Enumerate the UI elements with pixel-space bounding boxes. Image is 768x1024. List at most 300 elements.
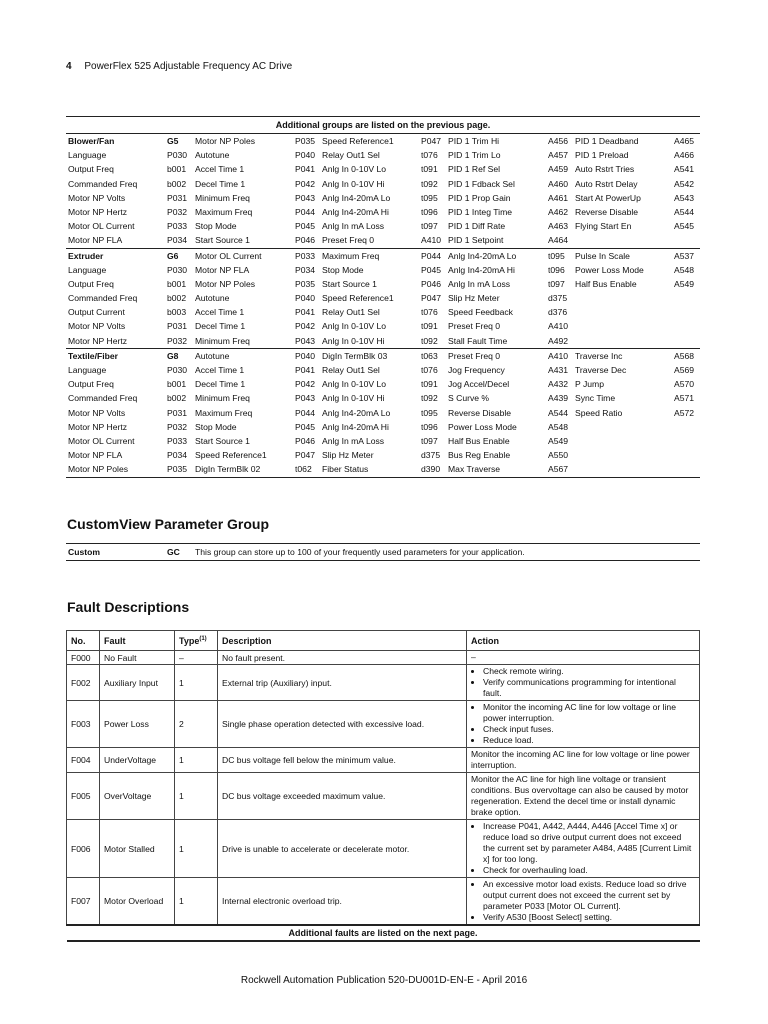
param-code: A544 — [674, 206, 695, 217]
customview-group: GC — [167, 547, 180, 557]
param-name: Maximum Freq — [195, 407, 253, 418]
param-name: Stop Mode — [322, 264, 364, 275]
param-row — [66, 420, 700, 434]
param-code: t097 — [548, 278, 565, 289]
param-name: Speed Reference1 — [322, 136, 394, 146]
param-name: Motor OL Current — [195, 250, 262, 261]
param-code: P035 — [167, 464, 188, 475]
param-name: PID 1 Diff Rate — [448, 221, 506, 232]
param-code: b002 — [167, 293, 187, 304]
param-name: PID 1 Deadband — [575, 136, 639, 146]
param-code: P034 — [295, 264, 316, 275]
param-code: P031 — [167, 321, 188, 332]
param-row — [66, 263, 700, 277]
page-number: 4 — [66, 61, 72, 72]
param-row — [66, 363, 700, 377]
param-row — [66, 233, 700, 247]
fault-number: F002 — [67, 665, 100, 701]
param-name: Jog Frequency — [448, 365, 505, 375]
param-code: t076 — [421, 150, 438, 161]
param-row — [66, 448, 700, 462]
fault-descriptions-heading: Fault Descriptions — [67, 599, 190, 615]
param-code: A460 — [548, 178, 569, 189]
param-name: Decel Time 1 — [195, 178, 246, 189]
param-code: P047 — [421, 293, 442, 304]
fault-type: 1 — [175, 820, 218, 878]
action-item: • Check input fuses. — [483, 724, 695, 735]
param-name: Minimum Freq — [195, 393, 250, 404]
param-row — [66, 249, 700, 263]
param-code: t095 — [421, 407, 438, 418]
param-row — [66, 334, 700, 348]
param-code: d390 — [421, 464, 441, 475]
param-code: A549 — [674, 278, 695, 289]
param-code: P043 — [295, 192, 316, 203]
param-name: Motor NP FLA — [68, 450, 123, 461]
param-code: t092 — [421, 393, 438, 404]
param-name: Half Bus Enable — [448, 435, 510, 446]
param-name: Decel Time 1 — [195, 321, 246, 332]
fault-description: Drive is unable to accelerate or decelerate motor. — [218, 820, 467, 878]
param-name: S Curve % — [448, 393, 490, 404]
fault-name: No Fault — [100, 651, 175, 665]
fault-action — [467, 665, 700, 701]
param-name: Bus Reg Enable — [448, 450, 511, 461]
param-row — [66, 219, 700, 233]
param-code: A568 — [674, 350, 695, 361]
param-code: t092 — [421, 335, 438, 346]
param-code: P035 — [295, 136, 316, 146]
param-name: Output Current — [68, 307, 125, 318]
fault-type: 1 — [175, 665, 218, 701]
col-no: No. — [67, 631, 100, 651]
fault-description: DC bus voltage fell below the minimum value. — [218, 748, 467, 773]
fault-type: – — [175, 651, 218, 665]
param-name: Anlg In 0-10V Hi — [322, 393, 385, 404]
param-name: Relay Out1 Sel — [322, 307, 380, 318]
param-name: Relay Out1 Sel — [322, 365, 380, 375]
param-row — [66, 305, 700, 319]
param-name: PID 1 Trim Hi — [448, 136, 500, 146]
param-name: Anlg In4-20mA Hi — [322, 206, 389, 217]
param-code: P044 — [421, 250, 442, 261]
param-code: P030 — [167, 365, 188, 375]
param-code: P046 — [295, 235, 316, 246]
param-name: PID 1 Setpoint — [448, 235, 504, 246]
param-code: P043 — [295, 393, 316, 404]
param-name: DigIn TermBlk 03 — [322, 350, 388, 361]
param-name: Autotune — [195, 293, 230, 304]
param-name: PID 1 Ref Sel — [448, 164, 501, 175]
fault-type: 1 — [175, 773, 218, 820]
param-code: P032 — [167, 421, 188, 432]
fault-row — [67, 773, 700, 820]
param-name: P Jump — [575, 379, 604, 390]
fault-row — [67, 748, 700, 773]
param-code: P042 — [295, 178, 316, 189]
groups-container — [66, 134, 700, 478]
param-row — [66, 377, 700, 391]
param-code: t076 — [421, 307, 438, 318]
param-name: Commanded Freq — [68, 293, 138, 304]
param-code: A465 — [674, 136, 695, 146]
param-name: Sync Time — [575, 393, 616, 404]
param-row — [66, 134, 700, 148]
param-row — [66, 177, 700, 191]
param-code: A567 — [548, 464, 569, 475]
param-name: Auto Rstrt Delay — [575, 178, 638, 189]
param-name: Speed Reference1 — [195, 450, 267, 461]
col-fault: Fault — [100, 631, 175, 651]
action-item: • Verify communications programming for intentional fault. — [483, 677, 695, 699]
param-code: A543 — [674, 192, 695, 203]
fault-name: Motor Stalled — [100, 820, 175, 878]
customview-row — [66, 543, 700, 561]
param-name: Motor NP Hertz — [68, 421, 128, 432]
param-code: A549 — [548, 435, 569, 446]
param-name: Anlg In 0-10V Lo — [322, 321, 387, 332]
param-row — [66, 349, 700, 363]
param-code: b001 — [167, 379, 187, 390]
param-name: Motor NP Poles — [195, 278, 256, 289]
param-name: Fiber Status — [322, 464, 369, 475]
param-code: A432 — [548, 379, 569, 390]
param-group — [66, 349, 700, 478]
fault-action: Monitor the AC line for high line voltage or transient conditions. Bus overvoltage can also be caused by motor regeneration. Extend the decel time or install dynamic brake option. — [467, 773, 700, 820]
param-code: b001 — [167, 164, 187, 175]
customview-name: Custom — [68, 547, 100, 557]
param-name: Anlg In 0-10V Lo — [322, 379, 387, 390]
param-name: Preset Freq 0 — [448, 350, 501, 361]
param-code: b001 — [167, 278, 187, 289]
param-code: P044 — [295, 206, 316, 217]
param-code: A548 — [674, 264, 695, 275]
param-code: A410 — [548, 350, 569, 361]
param-code: A537 — [674, 250, 695, 261]
param-code: b002 — [167, 178, 187, 189]
param-code: t095 — [421, 192, 438, 203]
fault-number: F003 — [67, 701, 100, 748]
param-code: G5 — [167, 136, 179, 146]
param-name: PID 1 Trim Lo — [448, 150, 501, 161]
fault-type: 2 — [175, 701, 218, 748]
param-group — [66, 134, 700, 249]
param-name: Reverse Disable — [575, 206, 639, 217]
fault-row — [67, 665, 700, 701]
param-name: Start At PowerUp — [575, 192, 641, 203]
param-name: Anlg In 0-10V Hi — [322, 335, 385, 346]
param-name: Power Loss Mode — [575, 264, 644, 275]
param-name: Start Source 1 — [322, 278, 377, 289]
param-name: Accel Time 1 — [195, 307, 245, 318]
fault-number: F004 — [67, 748, 100, 773]
param-code: P041 — [295, 307, 316, 318]
param-name: Auto Rstrt Tries — [575, 164, 635, 175]
fault-description: Internal electronic overload trip. — [218, 878, 467, 926]
param-code: b002 — [167, 393, 187, 404]
param-code: G8 — [167, 350, 179, 361]
fault-description: External trip (Auxiliary) input. — [218, 665, 467, 701]
param-name: Anlg In mA Loss — [322, 435, 385, 446]
param-name: PID 1 Integ Time — [448, 206, 513, 217]
param-code: A466 — [674, 150, 695, 161]
param-name: Motor NP Hertz — [68, 335, 128, 346]
param-code: t063 — [421, 350, 438, 361]
fault-action — [467, 820, 700, 878]
param-code: t096 — [421, 206, 438, 217]
param-code: P047 — [295, 450, 316, 461]
param-name: Minimum Freq — [195, 192, 250, 203]
param-name: Output Freq — [68, 379, 114, 390]
action-item: • An excessive motor load exists. Reduce load so drive output current does not exceed the current set by parameter P033 [Motor OL Current]. — [483, 879, 695, 912]
param-code: P033 — [167, 221, 188, 232]
param-name: Start Source 1 — [195, 235, 250, 246]
param-name: Preset Freq 0 — [322, 235, 375, 246]
action-list — [471, 666, 695, 699]
param-name: Flying Start En — [575, 221, 632, 232]
fault-name: OverVoltage — [100, 773, 175, 820]
param-code: t097 — [421, 221, 438, 232]
fault-number: F005 — [67, 773, 100, 820]
param-name: Motor NP FLA — [195, 264, 250, 275]
param-code: t062 — [295, 464, 312, 475]
action-item: • Verify A530 [Boost Select] setting. — [483, 912, 695, 923]
fault-row — [67, 878, 700, 926]
param-name: Stop Mode — [195, 221, 237, 232]
param-code: t096 — [548, 264, 565, 275]
faults-note: Additional faults are listed on the next page. — [67, 925, 700, 941]
param-code: P030 — [167, 264, 188, 275]
param-code: P031 — [167, 407, 188, 418]
param-name: Maximum Freq — [322, 250, 380, 261]
param-name: Motor NP Volts — [68, 321, 126, 332]
param-code: P031 — [167, 192, 188, 203]
param-name: Anlg In4-20mA Lo — [322, 407, 391, 418]
param-code: A548 — [548, 421, 569, 432]
fault-table — [66, 630, 700, 942]
param-name: DigIn TermBlk 02 — [195, 464, 261, 475]
param-code: P034 — [167, 450, 188, 461]
param-code: t095 — [548, 250, 565, 261]
param-name: Anlg In4-20mA Hi — [448, 264, 515, 275]
param-code: A541 — [674, 164, 695, 175]
fault-type: 1 — [175, 748, 218, 773]
fault-name: Auxiliary Input — [100, 665, 175, 701]
col-type-label: Type — [179, 635, 200, 646]
param-code: P045 — [295, 221, 316, 232]
param-code: A410 — [548, 321, 569, 332]
param-code: P035 — [295, 278, 316, 289]
param-name: Slip Hz Meter — [448, 293, 500, 304]
param-name: Anlg In4-20mA Lo — [322, 192, 391, 203]
param-code: A462 — [548, 206, 569, 217]
param-code: P047 — [421, 136, 442, 146]
param-code: A550 — [548, 450, 569, 461]
param-code: A570 — [674, 379, 695, 390]
param-name: Speed Reference1 — [322, 293, 394, 304]
action-list — [471, 702, 695, 746]
param-name: Max Traverse — [448, 464, 501, 475]
param-code: t076 — [421, 365, 438, 375]
param-code: P041 — [295, 365, 316, 375]
param-name: Motor NP Poles — [195, 136, 256, 146]
param-name: Traverse Dec — [575, 365, 627, 375]
fault-row — [67, 651, 700, 665]
action-list — [471, 821, 695, 876]
param-row — [66, 434, 700, 448]
param-code: A461 — [548, 192, 569, 203]
param-code: A431 — [548, 365, 569, 375]
param-name: Anlg In 0-10V Lo — [322, 164, 387, 175]
action-item: • Increase P041, A442, A444, A446 [Accel Time x] or reduce load so drive output current does not exceed the current set by parameter A484, A485 [Current Limit x] for too long. — [483, 821, 695, 865]
fault-name: Motor Overload — [100, 878, 175, 926]
param-name: Autotune — [195, 350, 230, 361]
param-name: Anlg In4-20mA Hi — [322, 421, 389, 432]
param-row — [66, 319, 700, 333]
action-item: • Reduce load. — [483, 735, 695, 746]
param-name: Stall Fault Time — [448, 335, 508, 346]
fault-action: Monitor the incoming AC line for low voltage or line power interruption. — [467, 748, 700, 773]
param-code: P045 — [421, 264, 442, 275]
fault-number: F007 — [67, 878, 100, 926]
param-row — [66, 406, 700, 420]
param-code: P032 — [167, 206, 188, 217]
param-code: A569 — [674, 365, 695, 375]
param-name: Decel Time 1 — [195, 379, 246, 390]
page-footer: Rockwell Automation Publication 520-DU001D-EN-E - April 2016 — [240, 975, 528, 986]
param-code: P033 — [295, 250, 316, 261]
param-code: t096 — [421, 421, 438, 432]
param-code: P042 — [295, 379, 316, 390]
param-code: A542 — [674, 178, 695, 189]
param-name: Accel Time 1 — [195, 164, 245, 175]
param-name: PID 1 Fdback Sel — [448, 178, 515, 189]
param-name: Commanded Freq — [68, 178, 138, 189]
fault-table-body — [67, 651, 700, 942]
param-code: A545 — [674, 221, 695, 232]
param-name: Traverse Inc — [575, 350, 623, 361]
fault-table-header — [67, 631, 700, 651]
param-name: Pulse In Scale — [575, 250, 630, 261]
groups-note: Additional groups are listed on the previous page. — [66, 116, 700, 134]
param-name: Language — [68, 264, 107, 275]
param-name: Textile/Fiber — [68, 350, 118, 361]
fault-description: Single phase operation detected with excessive load. — [218, 701, 467, 748]
col-description: Description — [218, 631, 467, 651]
param-name: Power Loss Mode — [448, 421, 517, 432]
param-name: Jog Accel/Decel — [448, 379, 510, 390]
param-row — [66, 205, 700, 219]
param-code: b003 — [167, 307, 187, 318]
param-code: G6 — [167, 250, 179, 261]
param-name: Blower/Fan — [68, 136, 115, 146]
param-code: t091 — [421, 379, 438, 390]
param-row — [66, 191, 700, 205]
action-item: • Monitor the incoming AC line for low voltage or line power interruption. — [483, 702, 695, 724]
param-name: Motor NP Poles — [68, 464, 129, 475]
param-code: A492 — [548, 335, 569, 346]
param-name: Motor NP FLA — [68, 235, 123, 246]
param-code: A410 — [421, 235, 442, 246]
document-title: PowerFlex 525 Adjustable Frequency AC Drive — [84, 61, 293, 72]
fault-row — [67, 701, 700, 748]
param-code: A459 — [548, 164, 569, 175]
param-name: Motor NP Volts — [68, 407, 126, 418]
param-name: Minimum Freq — [195, 335, 250, 346]
col-action: Action — [467, 631, 700, 651]
fault-row — [67, 820, 700, 878]
param-name: PID 1 Preload — [575, 150, 629, 161]
fault-description: No fault present. — [218, 651, 467, 665]
param-code: P046 — [295, 435, 316, 446]
param-name: Output Freq — [68, 164, 114, 175]
param-code: P045 — [295, 421, 316, 432]
fault-number: F006 — [67, 820, 100, 878]
param-code: A439 — [548, 393, 569, 404]
param-name: Motor OL Current — [68, 435, 135, 446]
param-name: Speed Feedback — [448, 307, 513, 318]
param-name: Anlg In mA Loss — [322, 221, 385, 232]
param-code: t092 — [421, 178, 438, 189]
param-name: Autotune — [195, 150, 230, 161]
param-code: P040 — [295, 150, 316, 161]
param-name: Reverse Disable — [448, 407, 512, 418]
param-code: d375 — [421, 450, 441, 461]
customview-description: This group can store up to 100 of your frequently used parameters for your application. — [195, 547, 525, 557]
faults-note-row — [67, 925, 700, 941]
param-name: Motor OL Current — [68, 221, 135, 232]
param-row — [66, 391, 700, 405]
param-code: P042 — [295, 321, 316, 332]
param-code: P034 — [167, 235, 188, 246]
param-code: A457 — [548, 150, 569, 161]
param-code: t091 — [421, 321, 438, 332]
action-item: • Check for overhauling load. — [483, 865, 695, 876]
param-code: t091 — [421, 164, 438, 175]
param-name: Motor NP Volts — [68, 192, 126, 203]
param-name: Language — [68, 365, 107, 375]
param-row — [66, 277, 700, 291]
parameter-groups-table — [66, 116, 700, 478]
fault-action — [467, 878, 700, 926]
fault-name: Power Loss — [100, 701, 175, 748]
param-name: Half Bus Enable — [575, 278, 637, 289]
param-code: P044 — [295, 407, 316, 418]
param-code: P041 — [295, 164, 316, 175]
param-group — [66, 249, 700, 349]
param-name: Accel Time 1 — [195, 365, 245, 375]
param-name: Extruder — [68, 250, 104, 261]
fault-action — [467, 701, 700, 748]
param-row — [66, 148, 700, 162]
param-name: Speed Ratio — [575, 407, 623, 418]
param-name: PID 1 Prop Gain — [448, 192, 511, 203]
fault-name: UnderVoltage — [100, 748, 175, 773]
param-name: Maximum Freq — [195, 206, 253, 217]
param-code: A463 — [548, 221, 569, 232]
param-row — [66, 462, 700, 476]
param-name: Commanded Freq — [68, 393, 138, 404]
param-name: Anlg In mA Loss — [448, 278, 511, 289]
fault-type: 1 — [175, 878, 218, 926]
param-name: Language — [68, 150, 107, 161]
action-list — [471, 879, 695, 923]
param-row — [66, 291, 700, 305]
param-code: d376 — [548, 307, 568, 318]
fault-description: DC bus voltage exceeded maximum value. — [218, 773, 467, 820]
param-name: Output Freq — [68, 278, 114, 289]
param-name: Relay Out1 Sel — [322, 150, 380, 161]
